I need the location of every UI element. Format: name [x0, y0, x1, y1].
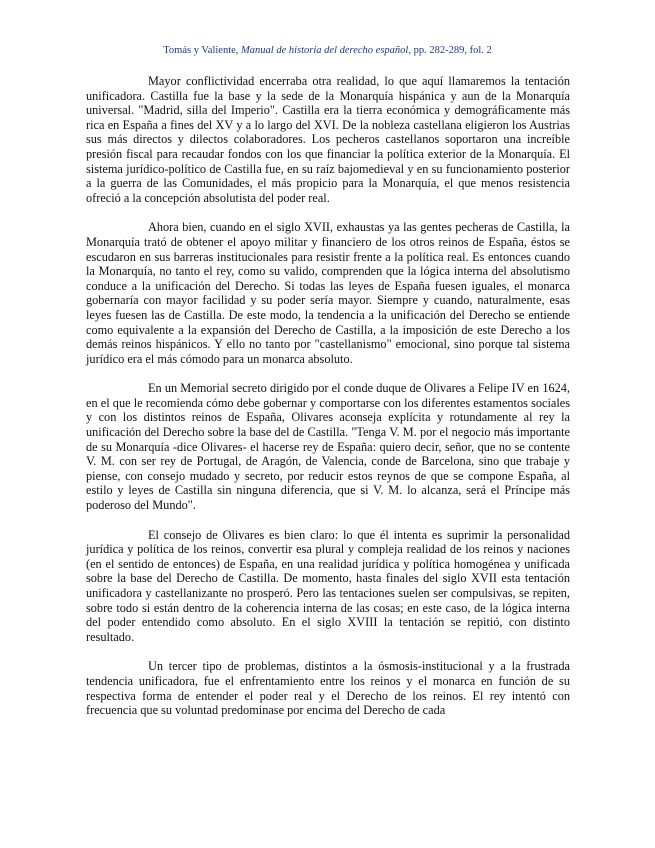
paragraph-1: Mayor conflictividad encerraba otra realidad, lo que aquí llamaremos la tentación unificadora. Castilla fue la base y la sede de la Monarquía hispánica y aun de la Monarquía universal. "Madrid, silla del Imperio". Castilla era la tierra económica y demográficamente más rica en España a fines del XV y a lo largo del XVI. De la nobleza castellana eligieron los Austrias sus más directos y dilectos colaboradores. Los pecheros castellanos soportaron una increíble presión fiscal para recaudar fondos con los que financiar la política exterior de la Monarquía. El sistema jurídico-político de Castilla fue, en su raíz bajomedieval y en su funcionamiento posterior a la guerra de las Comunidades, el más propicio para la Monarquía, el que menos resistencia ofreció a la concepción absolutista del poder real. [86, 74, 570, 205]
body-text [86, 74, 570, 733]
header-pages: , pp. 282-289, fol. 2 [408, 45, 492, 56]
paragraph-4: El consejo de Olivares es bien claro: lo que él intenta es suprimir la personalidad jurídica y política de los reinos, convertir esa plural y compleja realidad de los reinos y naciones (en el sentido de entonces) de España, en una realidad jurídica y política homogénea y unificada sobre la base del Derecho de Castilla. De momento, hasta finales del siglo XVII esta tentación unificadora y castellanizante no prosperó. Pero las tentaciones suelen ser compulsivas, se repiten, sobre todo si están dentro de la coherencia interna de las cosas; en este caso, de la lógica interna del poder entendido como absoluto. En el siglo XVIII la tentación se repitió, con distinto resultado. [86, 527, 570, 644]
paragraph-5: Un tercer tipo de problemas, distintos a la ósmosis-institucional y a la frustrada tendencia unificadora, fue el enfrentamiento entre los reinos y el monarca en función de su respectiva forma de entender el poder real y el Derecho de los reinos. El rey intentó con frecuencia que su voluntad predominase por encima del Derecho de cada [86, 659, 570, 718]
paragraph-3: En un Memorial secreto dirigido por el conde duque de Olivares a Felipe IV en 1624, en el que le recomienda cómo debe gobernar y comportarse con los diferentes estamentos sociales y con los distintos reinos de España, Olivares aconseja explícita y rotundamente al rey la unificación del Derecho sobre la base del de Castilla. "Tenga V. M. por el negocio más importante de su Monarquía -dice Olivares- el hacerse rey de España: quiero decir, señor, que no se contente V. M. con ser rey de Portugal, de Aragón, de Valencia, conde de Barcelona, sino que trabaje y piense, con consejo mudado y secreto, por reducir estos reynos de que se compone España, al estilo y leyes de Castilla sin ninguna diferencia, que si V. M. lo alcanza, será el Príncipe más poderoso del Mundo". [86, 381, 570, 513]
paragraph-2: Ahora bien, cuando en el siglo XVII, exhaustas ya las gentes pecheras de Castilla, la Monarquía trató de obtener el apoyo militar y financiero de los otros reinos de España, éstos se escudaron en sus barreras institucionales para resistir frente a la política real. Es entonces cuando la Monarquía, no tanto el rey, como su valido, comprenden que la lógica interna del absolutismo conduce a la unificación del Derecho. Si todas las leyes de España fuesen iguales, el monarca gobernaría con mayor facilidad y su poder sería mayor. Siempre y cuando, naturalmente, esas leyes fuesen las de Castilla. De este modo, la tendencia a la unificación del Derecho se entiende como equivalente a la expansión del Derecho de Castilla, a la imposición de este Derecho a los demás reinos hispánicos. Y ello no tanto por "castellanismo" emocional, sino porque tal sistema jurídico era el más cómodo para un monarca absoluto. [86, 220, 570, 366]
header-author: Tomás y Valiente, [163, 45, 242, 56]
header-book-title: Manual de historia del derecho español [241, 45, 409, 56]
running-header [0, 44, 655, 57]
